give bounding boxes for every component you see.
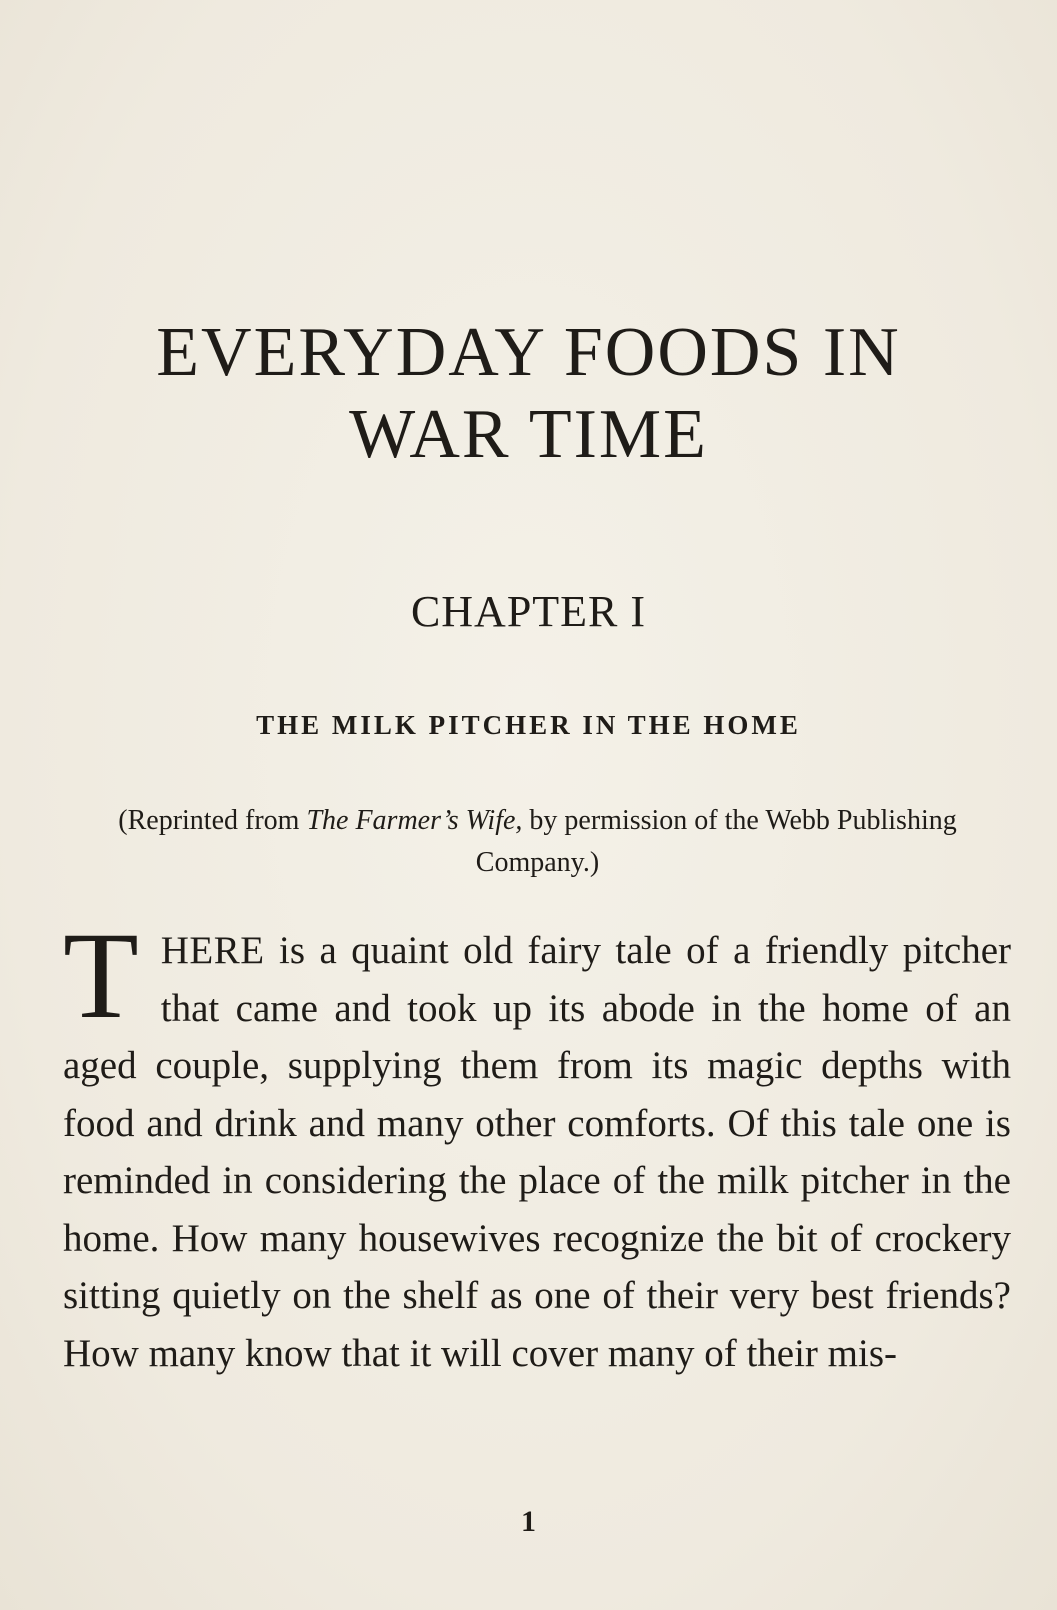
body-paragraph: [63, 907, 1011, 1382]
first-word-rest: HERE: [160, 929, 265, 972]
drop-cap: T: [63, 907, 139, 1044]
chapter-heading: CHAPTER I: [410, 587, 647, 636]
book-title: [0, 312, 1057, 476]
reprint-credit: [60, 800, 1015, 884]
page-number: 1: [521, 1505, 536, 1538]
credit-prefix: (Reprinted from: [118, 805, 307, 836]
book-title-line-2: WAR TIME: [349, 396, 708, 473]
credit-source: The Farmer’s Wife,: [306, 805, 523, 836]
chapter-subtitle: THE MILK PITCHER IN THE HOME: [256, 710, 801, 740]
credit-suffix: by permission of the Webb Publishing Company.): [475, 805, 957, 878]
book-title-line-1: EVERYDAY FOODS IN: [156, 314, 901, 391]
body-text: is a quaint old fairy tale of a friendly pitcher that came and took up its abode in the home of an aged couple, supplying them from its magic depths with food and drink and many other comforts. Of this tale one is reminded in considering the place of the milk pitcher in the home. How many housewives recognize the bit of crockery sitting quietly on the shelf as one of their very best friends? How many know that it will cover many of their mis-: [63, 929, 1011, 1375]
